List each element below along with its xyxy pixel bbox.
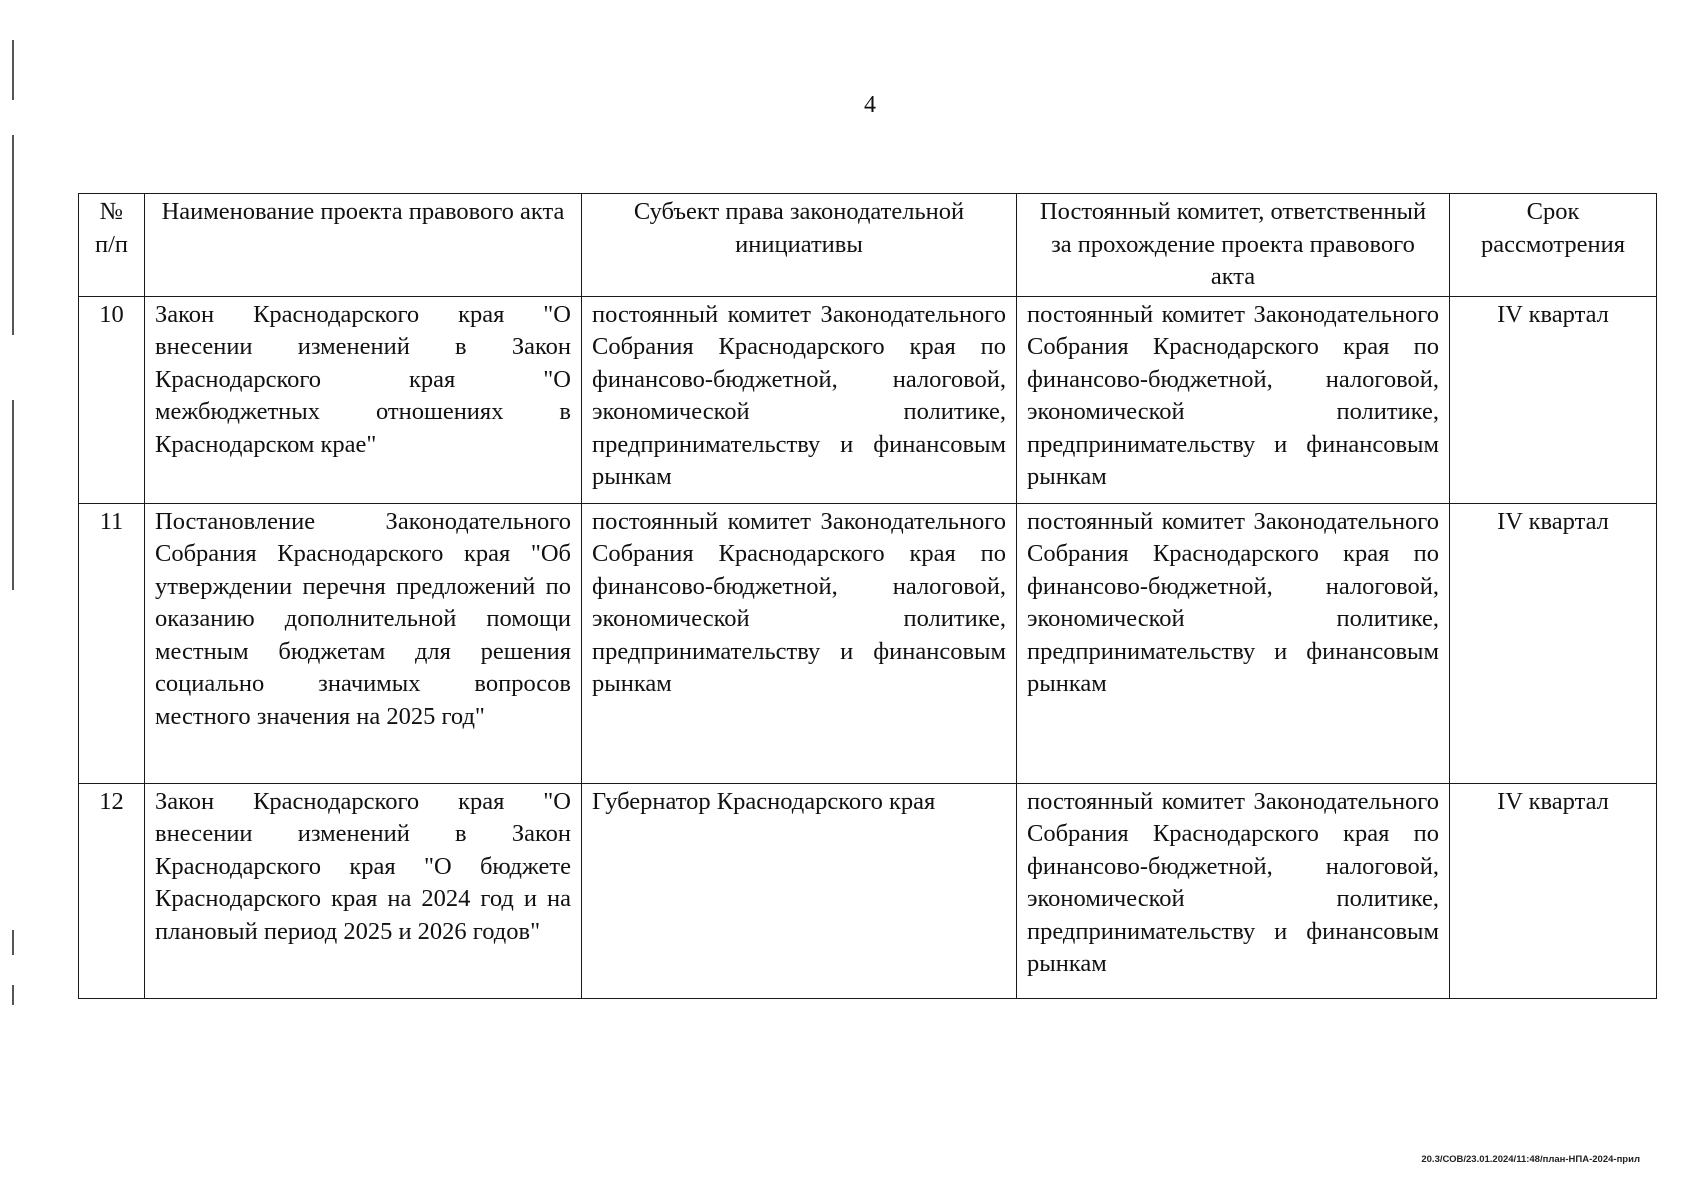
table-row bbox=[79, 783, 1657, 998]
scan-edge-mark bbox=[12, 930, 14, 955]
scan-edge-mark bbox=[12, 40, 14, 100]
row-term: IV квартал bbox=[1450, 783, 1657, 998]
header-term: Срок рассмотрения bbox=[1450, 194, 1657, 297]
row-term: IV квартал bbox=[1450, 296, 1657, 503]
row-subject: постоянный комитет Законодательного Собрания Краснодарского края по финансово-бюджетной, налоговой, экономической политике, предпринимательству и финансовым рынкам bbox=[582, 503, 1017, 783]
row-name: Закон Краснодарского края "О внесении изменений в Закон Краснодарского края "О межбюджетных отношениях в Краснодарском крае" bbox=[145, 296, 582, 503]
row-name: Закон Краснодарского края "О внесении изменений в Закон Краснодарского края "О бюджете Краснодарского края на 2024 год и на плановый период 2025 и 2026 годов" bbox=[145, 783, 582, 998]
row-num: 12 bbox=[79, 783, 145, 998]
row-committee: постоянный комитет Законодательного Собрания Краснодарского края по финансово-бюджетной, налоговой, экономической политике, предпринимательству и финансовым рынкам bbox=[1017, 783, 1450, 998]
row-name: Постановление Законодательного Собрания Краснодарского края "Об утверждении перечня предложений по оказанию дополнительной помощи местным бюджетам для решения социально значимых вопросов местного значения на 2025 год" bbox=[145, 503, 582, 783]
row-committee: постоянный комитет Законодательного Собрания Краснодарского края по финансово-бюджетной, налоговой, экономической политике, предпринимательству и финансовым рынкам bbox=[1017, 296, 1450, 503]
row-num: 11 bbox=[79, 503, 145, 783]
table-header-row bbox=[79, 194, 1657, 297]
table-row bbox=[79, 503, 1657, 783]
row-subject: Губернатор Краснодарского края bbox=[582, 783, 1017, 998]
row-num: 10 bbox=[79, 296, 145, 503]
document-registration-code: 20.3/СОВ/23.01.2024/11:48/план-НПА-2024-прил bbox=[1421, 1154, 1640, 1165]
scan-edge-mark bbox=[12, 400, 14, 590]
row-committee: постоянный комитет Законодательного Собрания Краснодарского края по финансово-бюджетной, налоговой, экономической политике, предпринимательству и финансовым рынкам bbox=[1017, 503, 1450, 783]
scan-edge-mark bbox=[12, 135, 14, 335]
header-num: № п/п bbox=[79, 194, 145, 297]
scan-edge-mark bbox=[12, 985, 14, 1005]
legislative-plan-table bbox=[78, 193, 1657, 999]
row-subject: постоянный комитет Законодательного Собрания Краснодарского края по финансово-бюджетной, налоговой, экономической политике, предпринимательству и финансовым рынкам bbox=[582, 296, 1017, 503]
table-row bbox=[79, 296, 1657, 503]
header-committee: Постоянный комитет, ответственный за прохождение проекта правового акта bbox=[1017, 194, 1450, 297]
header-subject: Субъект права законодательной инициативы bbox=[582, 194, 1017, 297]
header-name: Наименование проекта правового акта bbox=[145, 194, 582, 297]
row-term: IV квартал bbox=[1450, 503, 1657, 783]
page-number: 4 bbox=[864, 92, 876, 118]
